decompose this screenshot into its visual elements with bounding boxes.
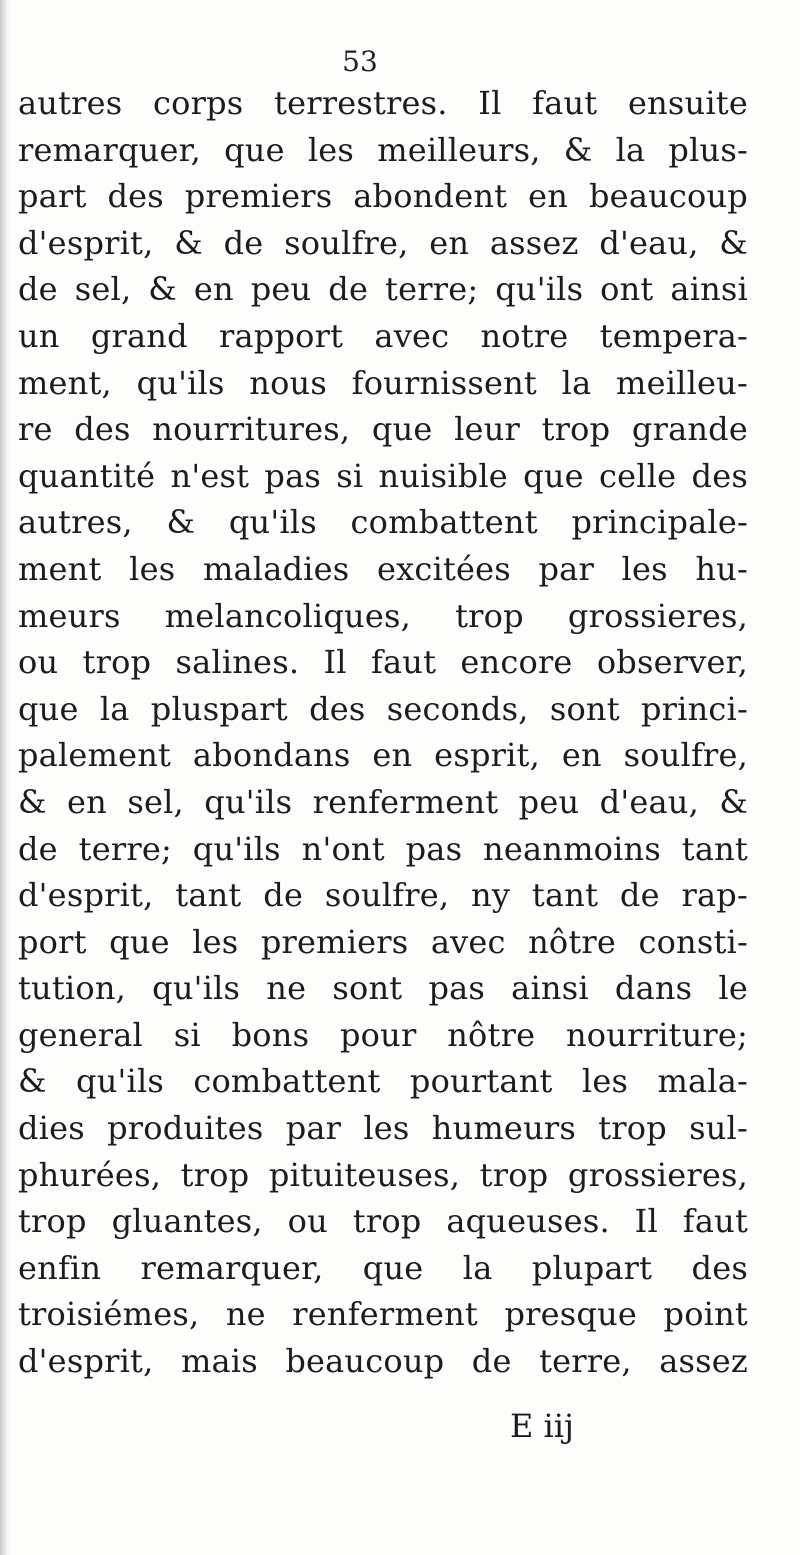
- text-line: port que les premiers avec nôtre consti-: [18, 922, 748, 961]
- text-line: part des premiers abondent en beaucoup: [18, 177, 748, 216]
- text-line: tution, qu'ils ne sont pas ainsi dans le: [18, 969, 748, 1008]
- text-line: palement abondans en esprit, en soulfre,: [18, 736, 748, 775]
- text-line: de terre; qu'ils n'ont pas neanmoins tant: [18, 829, 748, 868]
- text-line: troisiémes, ne renferment presque point: [18, 1295, 748, 1334]
- text-line: autres, & qu'ils combattent principale-: [18, 503, 748, 542]
- text-line: d'esprit, mais beaucoup de terre, assez: [18, 1342, 748, 1381]
- text-line: de sel, & en peu de terre; qu'ils ont ainsi: [18, 270, 748, 309]
- body-text: [18, 80, 748, 1385]
- text-line: trop gluantes, ou trop aqueuses. Il faut: [18, 1202, 748, 1241]
- text-line: meurs melancoliques, trop grossieres,: [18, 596, 748, 635]
- page-number: 53: [342, 45, 378, 78]
- text-line: general si bons pour nôtre nourriture;: [18, 1015, 748, 1054]
- text-line: re des nourritures, que leur trop grande: [18, 410, 748, 449]
- text-line: que la pluspart des seconds, sont princi-: [18, 689, 748, 728]
- text-line: d'esprit, & de soulfre, en assez d'eau, &: [18, 223, 748, 262]
- text-line: remarquer, que les meilleurs, & la plus-: [18, 130, 748, 169]
- text-line: autres corps terrestres. Il faut ensuite: [18, 84, 748, 122]
- text-line: quantité n'est pas si nuisible que celle des: [18, 456, 748, 495]
- signature-mark: E iij: [510, 1407, 574, 1445]
- page-edge-shadow: [0, 0, 10, 1555]
- text-line: ou trop salines. Il faut encore observer,: [18, 643, 748, 682]
- text-line: ment les maladies excitées par les hu-: [18, 549, 748, 588]
- text-line: dies produites par les humeurs trop sul-: [18, 1109, 748, 1148]
- text-line: un grand rapport avec notre tempera-: [18, 316, 748, 355]
- text-line: enfin remarquer, que la plupart des: [18, 1248, 748, 1287]
- text-line: phurées, trop pituiteuses, trop grossieres,: [18, 1155, 748, 1194]
- text-line: & en sel, qu'ils renferment peu d'eau, &: [18, 782, 748, 821]
- text-line: ment, qu'ils nous fournissent la meilleu-: [18, 363, 748, 402]
- text-line: d'esprit, tant de soulfre, ny tant de rap-: [18, 876, 748, 915]
- text-line: & qu'ils combattent pourtant les mala-: [18, 1062, 748, 1101]
